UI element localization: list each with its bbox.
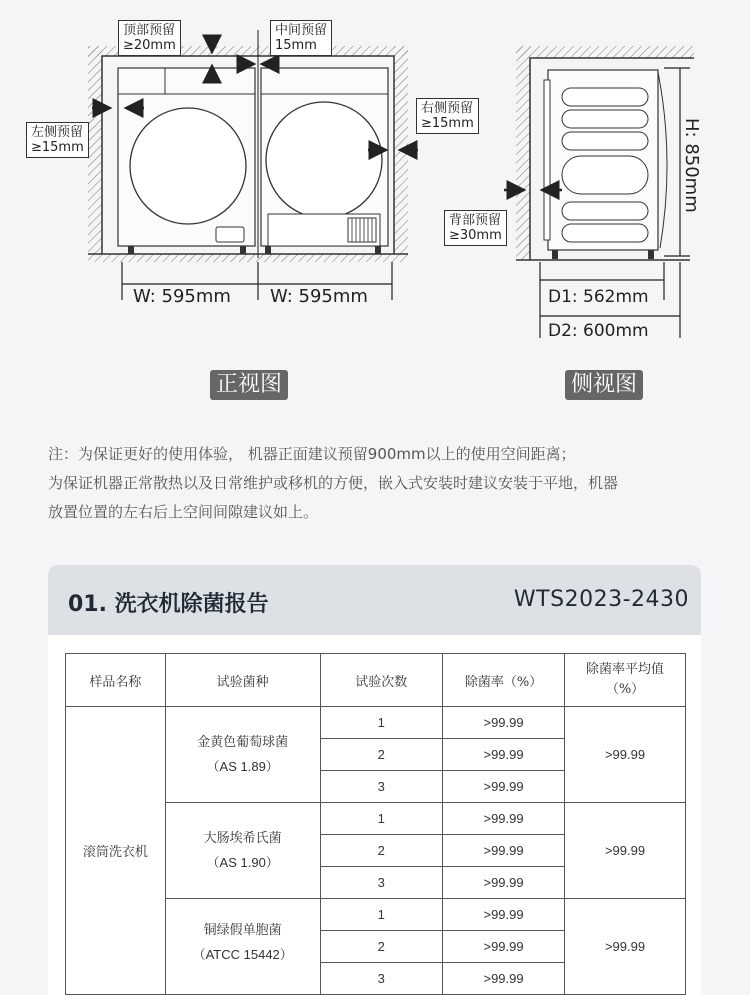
- bacteria-name: 铜绿假单胞菌: [203, 923, 282, 938]
- header-sample: 样品名称: [66, 654, 166, 707]
- installation-note: [48, 440, 718, 527]
- report-table-panel: [48, 635, 701, 995]
- avg-cell: >99.99: [565, 707, 686, 803]
- front-machine-right: [261, 68, 388, 254]
- bacteria-name: 大肠埃希氏菌: [203, 830, 282, 846]
- header-trials: 试验次数: [320, 654, 443, 707]
- report-table: [65, 653, 686, 995]
- top-gap-label: 顶部预留 ≥20mm: [118, 20, 181, 56]
- bacteria-strain: （AS 1.90）: [206, 854, 279, 870]
- avg-cell: >99.99: [565, 899, 686, 995]
- note-line-3: 放置位置的左右后上空间间隙建议如上。: [48, 503, 319, 521]
- side-view-caption: 侧视图: [565, 370, 643, 400]
- side-depth1-label: D1: 562mm: [548, 287, 649, 307]
- trial-cell: 2: [320, 739, 443, 771]
- rate-cell: >99.99: [443, 867, 565, 899]
- report-code: WTS2023-2430: [513, 587, 689, 612]
- header-bacteria: 试验菌种: [165, 654, 320, 707]
- bacteria-strain: （AS 1.89）: [206, 758, 279, 774]
- note-line-1: 注：为保证更好的使用体验， 机器正面建议预留900mm以上的使用空间距离；: [48, 445, 576, 463]
- trial-cell: 1: [320, 899, 443, 931]
- bacteria-cell: [165, 707, 320, 803]
- avg-cell: >99.99: [565, 803, 686, 899]
- side-depth2-label: D2: 600mm: [548, 321, 649, 341]
- trial-cell: 3: [320, 963, 443, 995]
- front-width-right: W: 595mm: [270, 286, 368, 307]
- rate-cell: >99.99: [443, 707, 565, 739]
- bacteria-cell: [165, 803, 320, 899]
- front-machine-left: [118, 68, 255, 254]
- trial-cell: 3: [320, 771, 443, 803]
- side-height-label: H: 850mm: [681, 118, 702, 213]
- left-gap-label: 左侧预留 ≥15mm: [26, 122, 89, 158]
- rate-cell: >99.99: [443, 803, 565, 835]
- diagram-svg: [0, 0, 750, 420]
- trial-cell: 2: [320, 931, 443, 963]
- report-title: 01. 洗衣机除菌报告: [68, 592, 269, 617]
- rate-cell: >99.99: [443, 963, 565, 995]
- back-gap-label: 背部预留 ≥30mm: [444, 210, 507, 246]
- header-rate: 除菌率（%）: [443, 654, 565, 707]
- bacteria-name: 金黄色葡萄球菌: [197, 734, 289, 750]
- rate-cell: >99.99: [443, 771, 565, 803]
- header-avg: 除菌率平均值 （%）: [565, 654, 686, 707]
- trial-cell: 3: [320, 867, 443, 899]
- rate-cell: >99.99: [443, 835, 565, 867]
- trial-cell: 1: [320, 803, 443, 835]
- right-gap-label: 右侧预留 ≥15mm: [416, 98, 479, 134]
- bacteria-cell: [165, 899, 320, 995]
- rate-cell: >99.99: [443, 739, 565, 771]
- bacteria-strain: （ATCC 15442）: [192, 947, 293, 962]
- rate-cell: >99.99: [443, 931, 565, 963]
- installation-diagram: [0, 0, 750, 420]
- rate-cell: >99.99: [443, 899, 565, 931]
- trial-cell: 2: [320, 835, 443, 867]
- middle-gap-label: 中间预留 15mm: [270, 20, 332, 56]
- note-line-2: 为保证机器正常散热以及日常维护或移机的方便，嵌入式安装时建议安装于平地，机器: [48, 474, 619, 492]
- trial-cell: 1: [320, 707, 443, 739]
- front-width-left: W: 595mm: [133, 286, 231, 307]
- table-header-row: [66, 654, 686, 707]
- side-machine: [544, 70, 667, 259]
- front-view-caption: 正视图: [210, 370, 288, 400]
- report-card: [48, 565, 701, 985]
- sample-name-cell: 滚筒洗衣机: [66, 707, 166, 995]
- table-row: [66, 707, 686, 739]
